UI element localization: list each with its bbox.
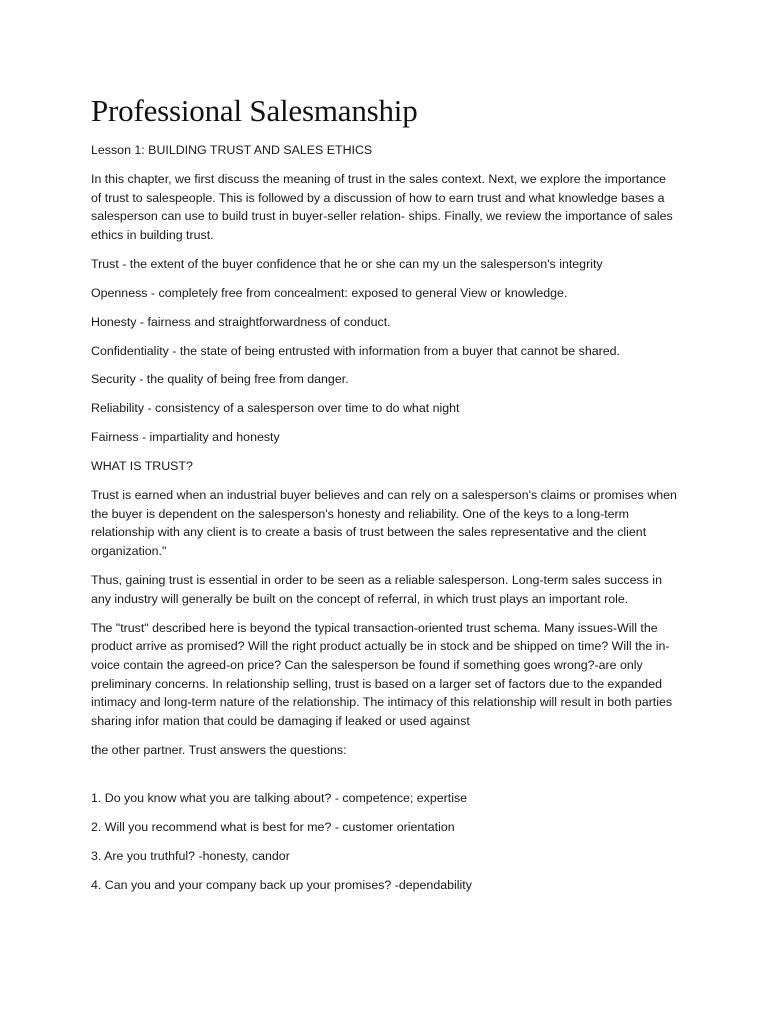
definition-openness: Openness - completely free from concealment: exposed to general View or knowledge. bbox=[91, 285, 568, 300]
body-paragraph: Trust is earned when an industrial buyer believes and can rely on a salesperson's claims or promises when the buyer is dependent on the salesperson's honesty and reliability. One of the keys to a long-term relationship with any client is to create a basis of trust between the sales representative and the client organization." bbox=[91, 488, 677, 559]
definition-honesty: Honesty - fairness and straightforwardness of conduct. bbox=[91, 314, 391, 329]
body-paragraph: The "trust" described here is beyond the typical transaction-oriented trust schema. Many issues-Will the product arrive as promised? Will the right product actually be in stock and be shipped on time? Will the in- voice contain the agreed-on price? Can the salesperson be found if something goes wrong?-are only preliminary concerns. In relationship selling, trust is based on a larger set of factors due to the expanded intimacy and long-term nature of the relationship. The intimacy of this relationship will result in both parties sharing infor mation that could be damaging if leaked or used against bbox=[91, 620, 673, 729]
lesson-heading: Lesson 1: BUILDING TRUST AND SALES ETHICS bbox=[91, 143, 373, 157]
section-heading: WHAT IS TRUST? bbox=[91, 459, 193, 474]
question-item: 1. Do you know what you are talking about? - competence; expertise bbox=[91, 790, 468, 805]
definition-fairness: Fairness - impartiality and honesty bbox=[91, 430, 280, 445]
question-item: 2. Will you recommend what is best for me? - customer orientation bbox=[91, 819, 455, 834]
document-content bbox=[91, 92, 677, 904]
body-paragraph: Thus, gaining trust is essential in order to be seen as a reliable salesperson. Long-term sales success in any industry will generally be built on the concept of referral, in which trust plays an important role. bbox=[91, 573, 662, 606]
body-paragraph: the other partner. Trust answers the questions: bbox=[91, 743, 347, 758]
question-item: 4. Can you and your company back up your promises? -dependability bbox=[91, 877, 472, 892]
page-title: Professional Salesmanship bbox=[91, 93, 418, 128]
definition-reliability: Reliability - consistency of a salesperson over time to do what night bbox=[91, 401, 460, 416]
intro-paragraph: In this chapter, we first discuss the meaning of trust in the sales context. Next, we explore the importance of trust to salespeople. This is followed by a discussion of how to earn trust and what knowledge bases a salesperson can use to build trust in buyer-seller relation- ships. Finally, we review the importance of sales ethics in building trust. bbox=[91, 171, 673, 242]
blank-line bbox=[91, 770, 677, 789]
question-item: 3. Are you truthful? -honesty, candor bbox=[91, 848, 290, 863]
definition-confidentiality: Confidentiality - the state of being entrusted with information from a buyer that cannot be shared. bbox=[91, 343, 620, 358]
definition-trust: Trust - the extent of the buyer confidence that he or she can my un the salesperson's integrity bbox=[91, 256, 603, 271]
definition-security: Security - the quality of being free from danger. bbox=[91, 372, 349, 387]
